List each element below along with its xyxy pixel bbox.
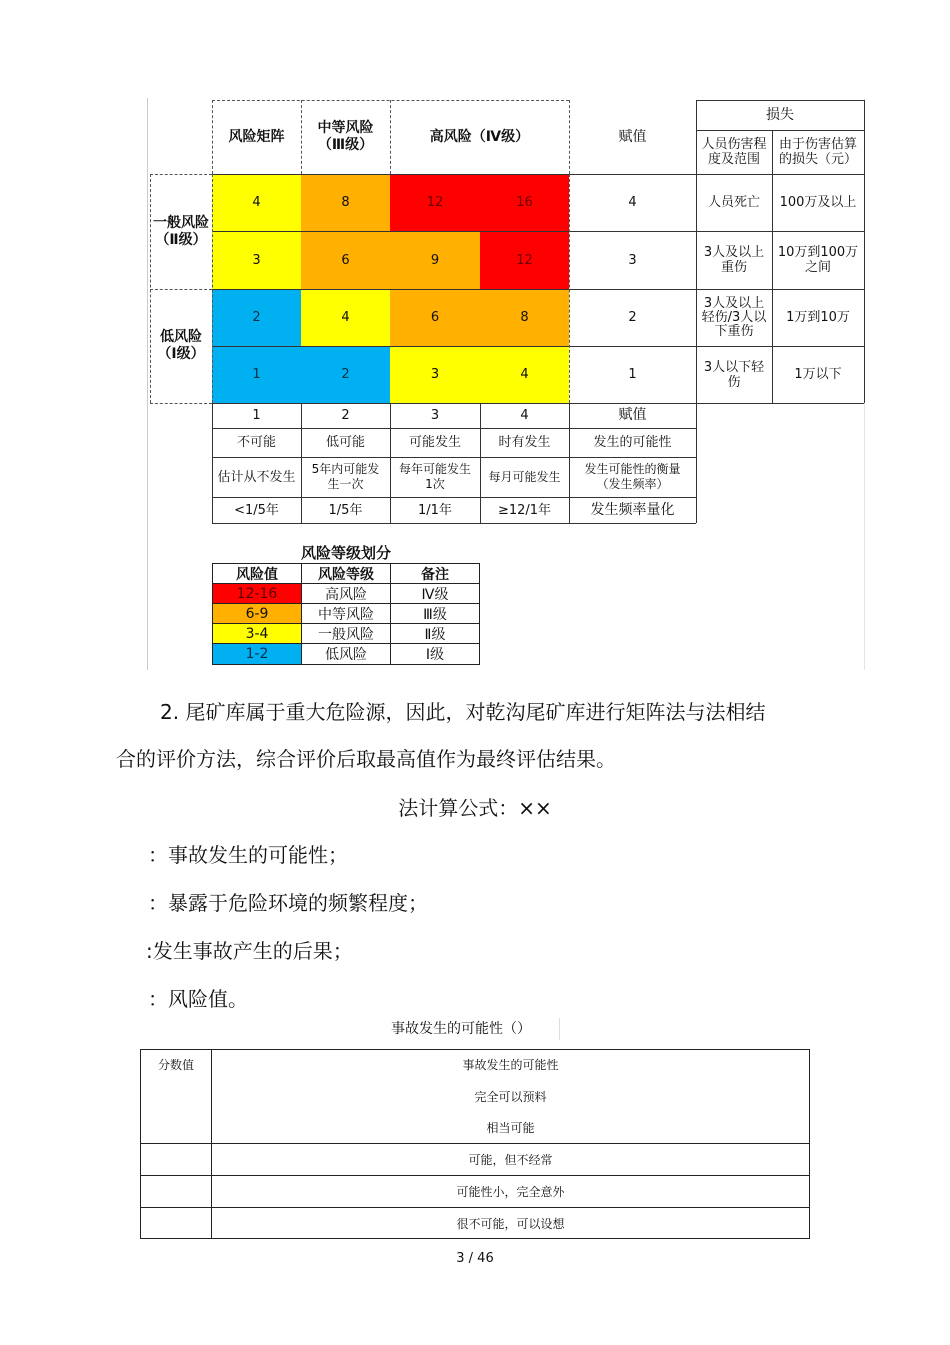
dashed-border [301,100,302,174]
col-score-header: 分数值 [157,1058,194,1072]
header-risk-matrix: 风险矩阵 [228,128,285,145]
likelihood-frequency: 估计从不发生 [217,469,296,485]
injury-cell: 人员死亡 [707,195,760,210]
likelihood-level-label: 发生的可能性 [593,435,672,450]
likelihood-frequency: 每月可能发生 [488,469,561,484]
header-loss: 损失 [766,106,794,123]
grid-line [212,403,213,523]
legend-header: 风险等级 [301,563,391,584]
dashed-border [390,100,391,174]
dashed-border [569,174,570,403]
matrix-cell: 4 [480,346,569,403]
side-label-low-risk: 低风险 （Ⅰ级） [157,329,205,362]
likelihood-score: 1 [252,408,261,423]
side-label-general-risk: 一般风险 （Ⅱ级） [153,214,209,248]
grid-line [696,100,697,523]
matrix-cell: 16 [480,174,569,231]
matrix-cell: 8 [480,289,569,346]
likelihood-score: 4 [520,408,529,423]
likelihood-desc: 很不可能，可以设想 [456,1217,565,1231]
matrix-cell: 6 [301,231,390,289]
dashed-border [150,403,212,404]
col-likelihood-header: 事故发生的可能性 [462,1058,559,1072]
matrix-cell: 8 [301,174,390,231]
page-number: 3 / 46 [456,1251,494,1266]
likelihood-quantified: <1/5年 [234,502,279,518]
grid-line [864,100,865,403]
grid-line [696,100,864,101]
likelihood-score: 3 [430,408,440,423]
injury-cell: 3人以下轻 伤 [703,359,765,390]
matrix-cell: 12 [390,174,480,231]
grid-line [140,1207,810,1208]
legend-level: 高风险 [301,583,391,604]
dashed-border [569,100,570,174]
score-cell: 4 [628,195,637,210]
paragraph-line: 合的评价方法，综合评价后取最高值作为最终评估结果。 [116,747,616,771]
header-medium-risk: 中等风险 （Ⅲ级） [317,120,374,153]
injury-cell: 3人及以上 轻伤/3人以 下重伤 [701,295,767,339]
likelihood-desc: 可能，但不经常 [468,1153,553,1167]
likelihood-frequency: 5年内可能发 生一次 [311,462,380,491]
grid-line [212,174,864,175]
legend-value: 1-2 [212,643,302,665]
likelihood-quantified: 1/5年 [328,502,363,518]
likelihood-level: 时有发生 [498,435,551,450]
figure-border [147,98,148,670]
definition-d: ：风险值。 [148,987,248,1011]
matrix-cell: 3 [390,346,480,403]
likelihood-score: 2 [341,408,350,423]
table-frame [140,1049,810,1239]
likelihood-desc: 完全可以预料 [474,1090,547,1104]
grid-line [212,497,696,498]
header-injury: 人员伤害程 度及范围 [701,137,767,167]
likelihood-quantified-label: 发生频率量化 [590,501,675,518]
grid-line [212,428,696,429]
grid-line [772,130,773,403]
table-caption: 事故发生的可能性（） [385,1018,560,1040]
grid-line [212,403,864,404]
grid-line [301,403,302,523]
legend-note: Ⅳ级 [390,583,480,604]
dashed-border [150,174,212,175]
score-cell: 1 [628,367,637,382]
likelihood-desc: 相当可能 [486,1121,535,1135]
definition-l: ：事故发生的可能性； [148,843,348,867]
score-cell: 2 [628,310,637,325]
cost-cell: 1万以下 [794,367,842,382]
matrix-cell: 1 [212,346,301,403]
dashed-border [150,289,212,290]
grid-line [212,457,696,458]
grid-line [212,289,864,290]
likelihood-frequency: 每年可能发生 1次 [398,462,471,491]
grid-line [211,1049,212,1239]
grid-line [212,346,864,347]
likelihood-score-label: 赋值 [618,407,647,423]
likelihood-level: 不可能 [236,435,276,450]
grid-line [696,130,864,131]
likelihood-quantified: 1/1年 [418,502,452,518]
score-cell: 3 [628,252,637,268]
grid-line [480,403,481,523]
matrix-cell: 9 [390,231,480,289]
cost-cell: 100万及以上 [779,195,857,210]
legend-note: Ⅰ级 [390,643,480,665]
grid-line [140,1175,810,1176]
matrix-cell: 2 [301,346,390,403]
header-cost: 由于伤害估算 的损失（元） [778,137,857,167]
formula-heading: 法计算公式：×× [398,796,552,820]
dashed-border [212,100,213,174]
legend-value: 12-16 [212,583,302,604]
legend-value: 6-9 [212,603,302,624]
legend-value: 3-4 [212,623,302,644]
grid-line [140,1143,810,1144]
legend-level: 低风险 [301,643,391,665]
matrix-cell: 4 [212,174,301,231]
grid-line [390,403,391,523]
matrix-cell: 12 [480,231,569,289]
legend-level: 一般风险 [301,623,391,644]
matrix-cell: 3 [212,231,301,289]
likelihood-quantified: ≥12/1年 [497,502,552,518]
grid-line [212,523,696,524]
matrix-cell: 6 [390,289,480,346]
legend-title: 风险等级划分 [300,543,391,562]
legend-header: 备注 [390,563,480,584]
legend-note: Ⅲ级 [390,603,480,624]
likelihood-level: 低可能 [325,435,365,450]
grid-line [212,231,864,232]
legend-level: 中等风险 [301,603,391,624]
legend-note: Ⅱ级 [390,623,480,644]
header-score: 赋值 [618,128,647,145]
likelihood-frequency-label: 发生可能性的衡量 （发生频率） [584,462,681,491]
legend-header: 风险值 [212,563,302,584]
dashed-border [150,174,151,403]
matrix-cell: 2 [212,289,301,346]
likelihood-desc: 可能性小，完全意外 [456,1185,565,1199]
grid-line [569,403,570,523]
cost-cell: 1万到10万 [786,310,850,325]
likelihood-level: 可能发生 [408,435,461,450]
matrix-cell: 4 [301,289,390,346]
definition-e: ：暴露于危险环境的频繁程度； [148,891,428,915]
injury-cell: 3人及以上 重伤 [703,245,765,275]
cost-cell: 10万到100万 之间 [777,245,859,275]
header-high-risk: 高风险（Ⅳ级） [429,128,530,145]
dashed-border [212,174,213,403]
paragraph-line: 2. 尾矿库属于重大危险源，因此，对乾沟尾矿库进行矩阵法与法相结 [160,700,766,724]
definition-c: :发生事故产生的后果； [146,939,353,963]
